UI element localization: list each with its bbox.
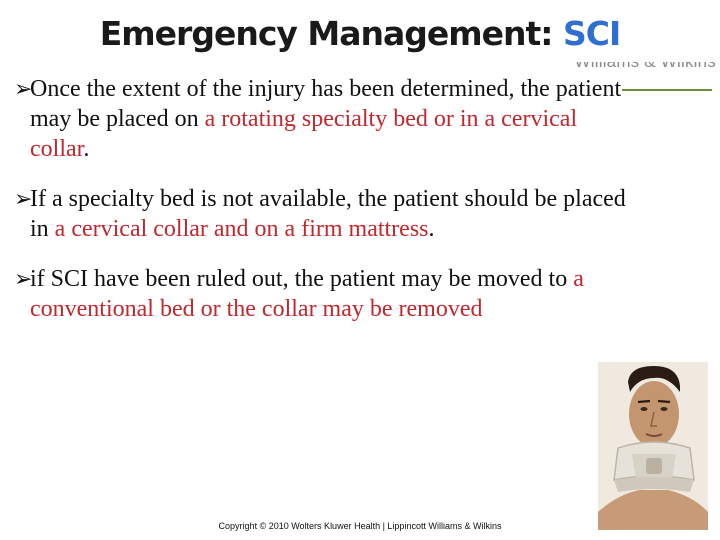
bullet-item-ruled-out — [14, 264, 634, 324]
title-accent: SCI — [562, 14, 621, 53]
bullet-item-specialty-bed — [14, 184, 634, 244]
bullet-text: Once the extent of the injury has been determined, the patient may be placed on — [30, 76, 622, 132]
arrow-bullet-icon: ➢ — [14, 186, 33, 211]
bullet-highlight: a cervical collar and on a firm mattress — [54, 216, 429, 242]
page-title — [0, 14, 720, 53]
bullet-highlight: a rotating specialty bed or in a cervical collar — [30, 106, 578, 162]
patient-in-cervical-collar-photo — [598, 362, 708, 530]
header-rule — [622, 89, 712, 91]
bullet-text: If a specialty bed is not available, the patient should be placed in — [30, 186, 626, 242]
copyright-footer: Copyright © 2010 Wolters Kluwer Health | Lippincott Williams & Wilkins — [218, 521, 502, 531]
arrow-bullet-icon: ➢ — [14, 266, 33, 291]
bullet-item-rotating-bed — [14, 74, 634, 164]
bullet-text-end: . — [428, 216, 435, 242]
title-main: Emergency Management: — [99, 14, 563, 53]
bullet-text-end: . — [83, 136, 90, 162]
bullet-highlight: a conventional bed or the collar may be removed — [30, 266, 584, 322]
arrow-bullet-icon: ➢ — [14, 76, 33, 101]
bullet-list — [14, 74, 634, 344]
bullet-text: if SCI have been ruled out, the patient may be moved to — [30, 266, 574, 292]
